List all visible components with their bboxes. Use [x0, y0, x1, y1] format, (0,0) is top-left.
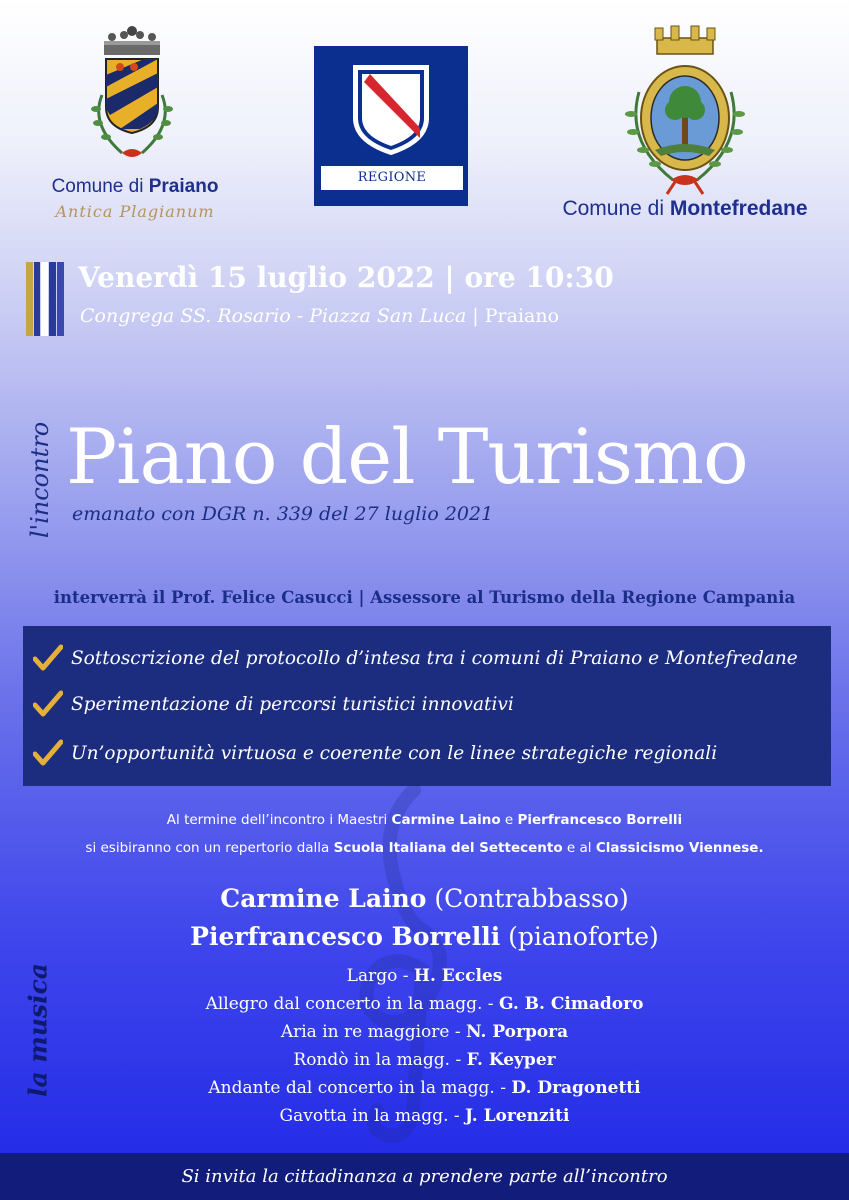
- event-venue: Congrega SS. Rosario - Piazza San Luca | Praiano: [80, 305, 560, 327]
- musician-borrelli: Pierfrancesco Borrelli (pianoforte): [190, 922, 659, 951]
- footer-bar: [0, 1153, 849, 1200]
- agenda-item: [33, 643, 798, 673]
- checkmark-icon: [33, 739, 63, 767]
- montefredane-name: Comune di Montefredane: [562, 197, 808, 220]
- musician-laino: Carmine Laino (Contrabbasso): [220, 884, 629, 913]
- regione-label: REGIONE CAMPANIA: [320, 165, 464, 191]
- footer-invite: Si invita la cittadinanza a prendere parte all’incontro: [181, 1166, 668, 1187]
- agenda-item: [33, 738, 717, 768]
- praiano-subtitle: Antica Plagianum: [55, 202, 215, 221]
- vertical-label-incontro: l'incontro: [26, 421, 54, 539]
- praiano-name: Comune di Praiano: [51, 176, 219, 197]
- agenda-box: [23, 626, 831, 786]
- regione-campania-logo: [314, 46, 468, 209]
- agenda-item-text: Un’opportunità virtuosa e coerente con le linee strategiche regionali: [71, 742, 718, 764]
- program-item: Allegro dal concerto in la magg. - G. B. Cimadoro: [205, 994, 644, 1014]
- speaker-line: interverrà il Prof. Felice Casucci | Assessore al Turismo della Regione Campania: [53, 588, 796, 607]
- program-item: Andante dal concerto in la magg. - D. Dragonetti: [208, 1078, 641, 1098]
- program-item: Rondò in la magg. - F. Keyper: [293, 1050, 556, 1070]
- program-item: Largo - H. Eccles: [346, 966, 503, 986]
- event-date-time: Venerdì 15 luglio 2022 | ore 10:30: [78, 261, 614, 294]
- agenda-item-text: Sperimentazione di percorsi turistici innovativi: [71, 693, 514, 715]
- decorative-bars-icon: [26, 262, 64, 336]
- concert-info-line2: si esibiranno con un repertorio dalla Scuola Italiana del Settecento e al Classicismo Viennese.: [85, 840, 764, 856]
- checkmark-icon: [33, 690, 63, 718]
- checkmark-icon: [33, 644, 63, 672]
- agenda-item: [33, 689, 514, 719]
- concert-info-line1: Al termine dell’incontro i Maestri Carmine Laino e Pierfrancesco Borrelli: [166, 812, 683, 828]
- vertical-label-musica: la musica: [23, 962, 53, 1098]
- agenda-item-text: Sottoscrizione del protocollo d’intesa tra i comuni di Praiano e Montefredane: [71, 647, 798, 669]
- program-item: Gavotta in la magg. - J. Lorenziti: [279, 1106, 570, 1126]
- praiano-crest-icon: [82, 25, 182, 170]
- program-item: Aria in re maggiore - N. Porpora: [280, 1022, 569, 1042]
- main-subtitle: emanato con DGR n. 339 del 27 luglio 2021: [72, 503, 494, 525]
- main-title: Piano del Turismo: [66, 412, 748, 501]
- montefredane-crest-icon: [605, 22, 765, 197]
